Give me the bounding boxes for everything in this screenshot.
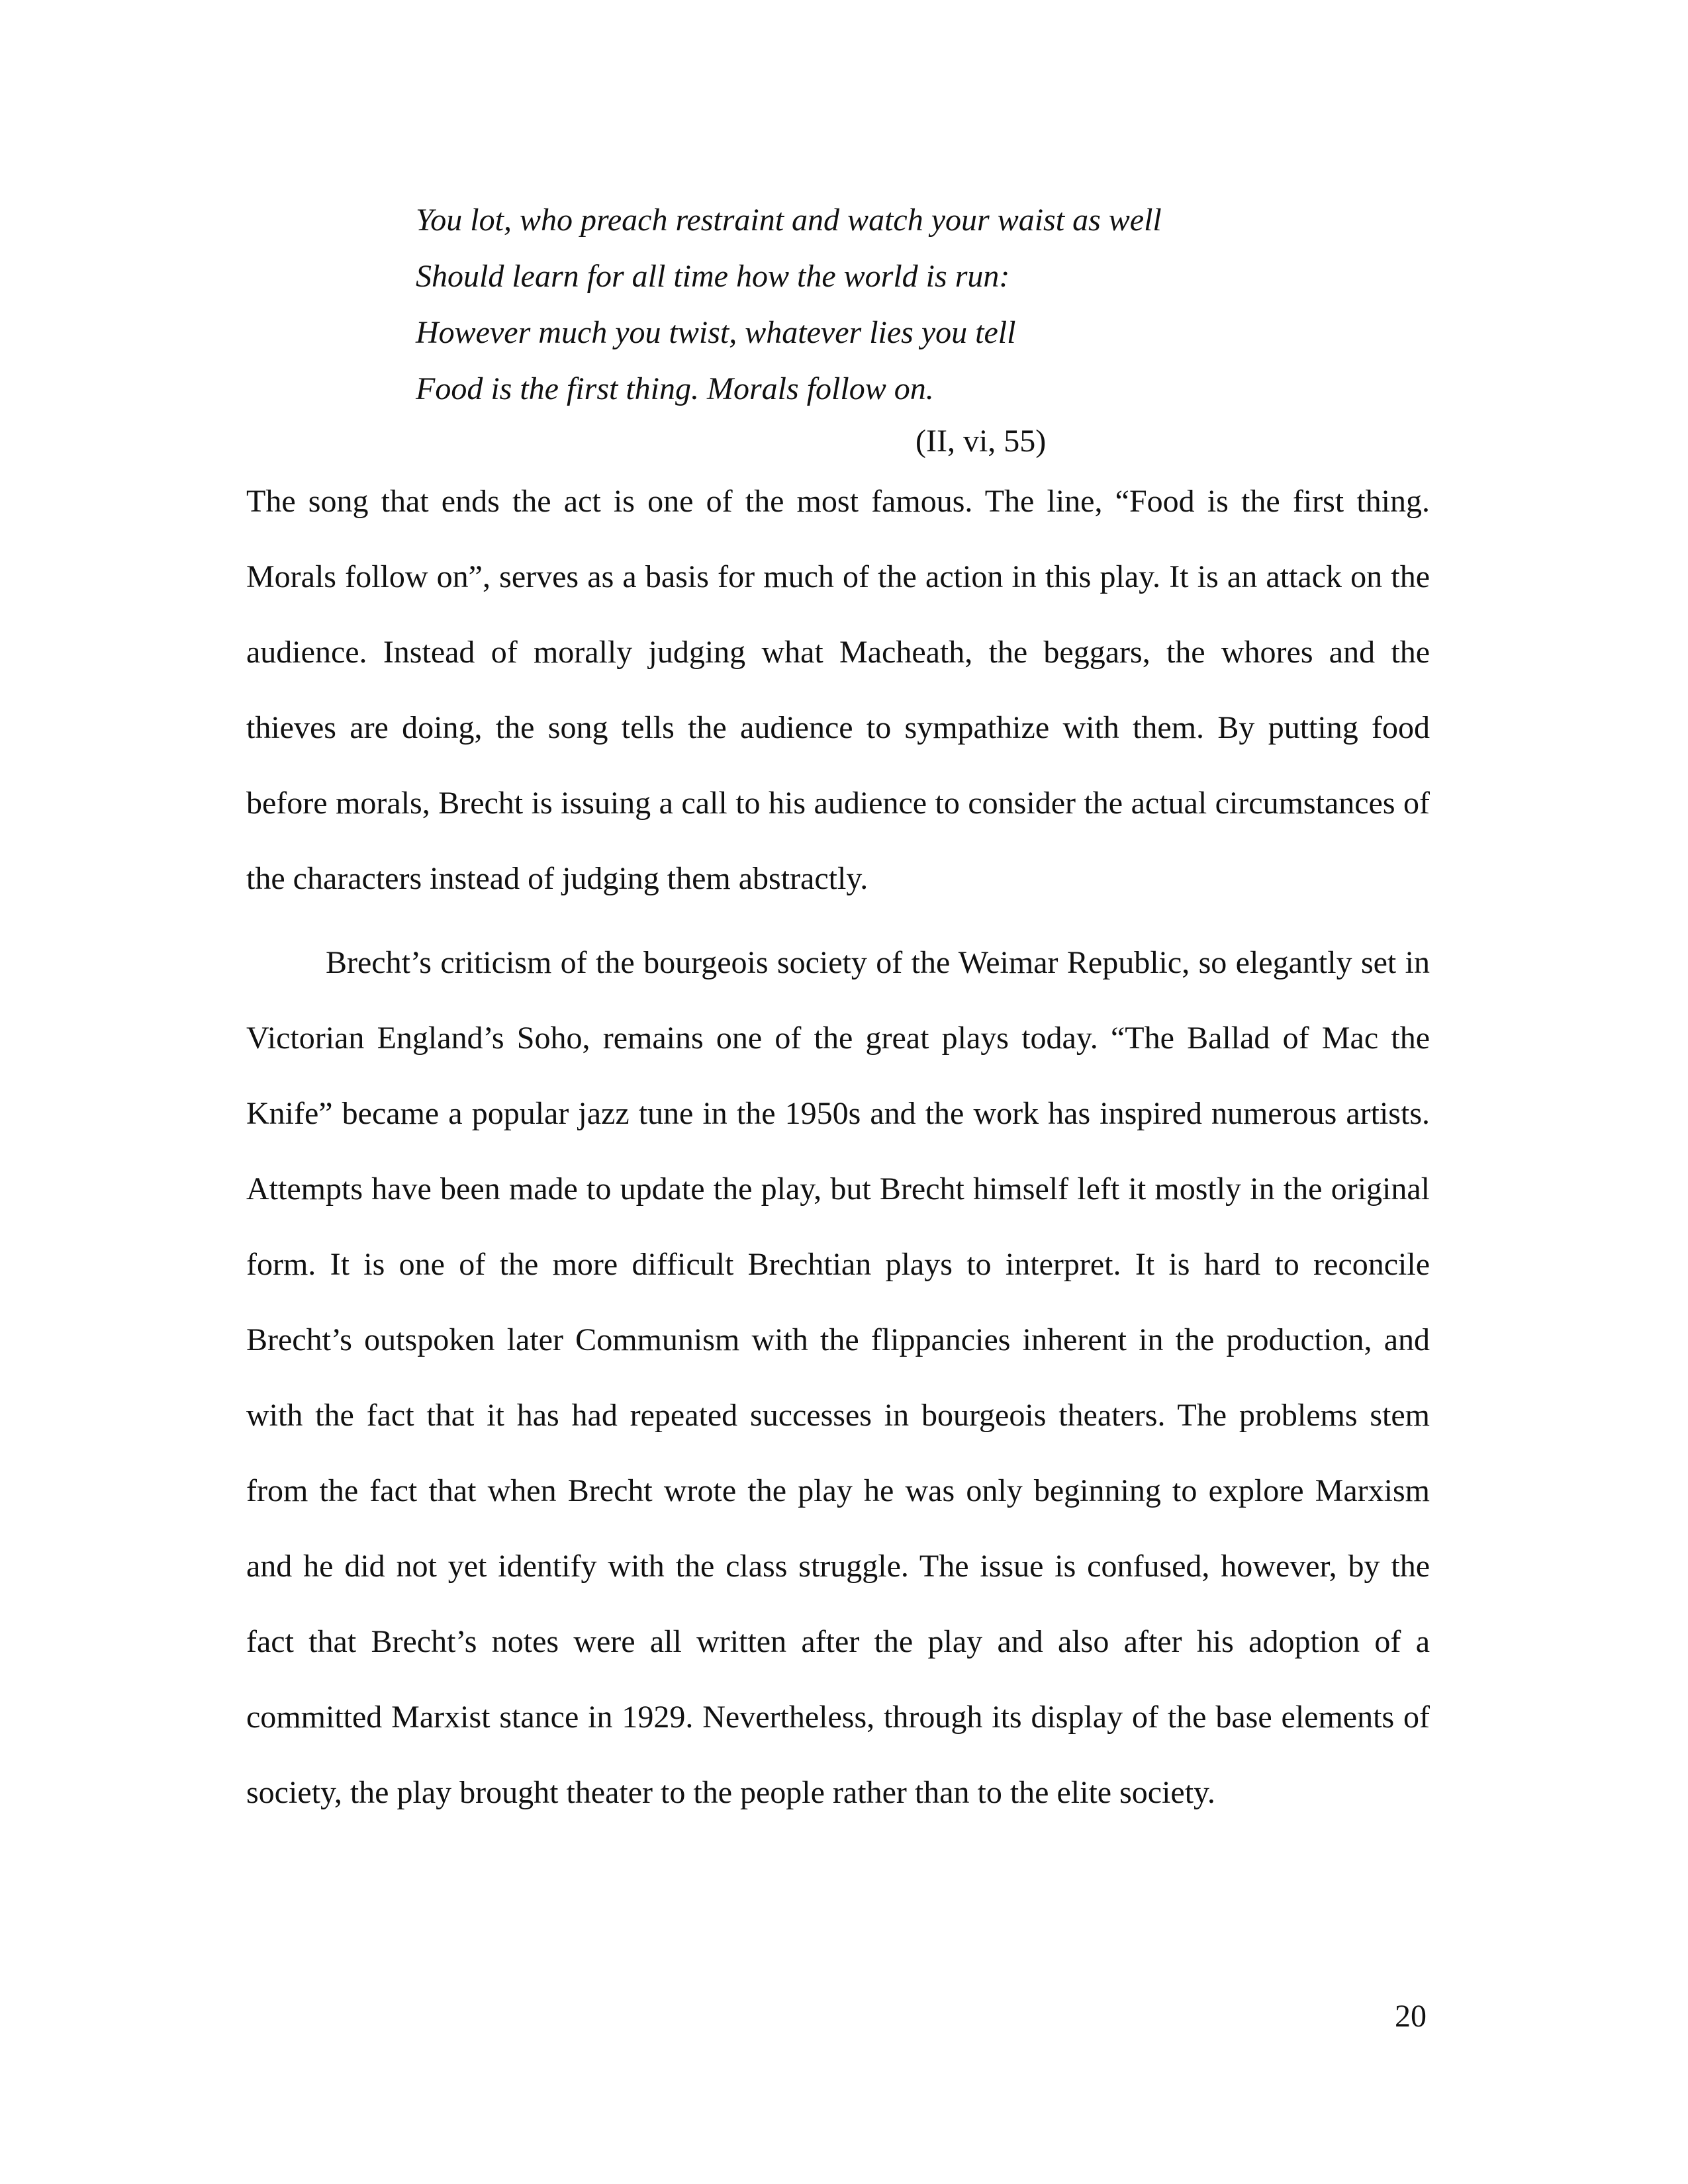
body-paragraph: Brecht’s criticism of the bourgeois society of the Weimar Republic, so elegantly set in Victorian England’s Soho, remains one of the great plays today. “The Ballad of Mac the Knife” became a popular jazz tune in the 1950s and the work has inspired numerous artists. Attempts have been made to update the play, but Brecht himself left it mostly in the original form. It is one of the more difficult Brechtian plays to interpret. It is hard to reconcile Brecht’s outspoken later Communism with the flippancies inherent in the production, and with the fact that it has had repeated successes in bourgeois theaters. The problems stem from the fact that when Brecht wrote the play he was only beginning to explore Marxism and he did not yet identify with the class struggle. The issue is confused, however, by the fact that Brecht’s notes were all written after the play and also after his adoption of a committed Marxist stance in 1929. Nevertheless, through its display of the base elements of society, the play brought theater to the people rather than to the elite society. xyxy=(246,945,1430,1810)
verse-line: You lot, who preach restraint and watch your waist as well xyxy=(416,203,1162,238)
body-paragraph: The song that ends the act is one of the most famous. The line, “Food is the first thing. Morals follow on”, serves as a basis for much of the action in this play. It is an attack on the audience. Instead of morally judging what Macheath, the beggars, the whores and the thieves are doing, the song tells the audience to sympathize with them. By putting food before morals, Brecht is issuing a call to his audience to consider the actual circumstances of the characters instead of judging them abstractly. xyxy=(246,484,1430,896)
page-number: 20 xyxy=(1395,1999,1427,2034)
verse-line: However much you twist, whatever lies you tell xyxy=(416,315,1016,350)
verse-block xyxy=(416,192,1162,417)
verse-line: Should learn for all time how the world is run: xyxy=(416,259,1010,294)
verse-citation: (II, vi, 55) xyxy=(915,424,1047,459)
verse-line: Food is the first thing. Morals follow on. xyxy=(416,371,934,406)
